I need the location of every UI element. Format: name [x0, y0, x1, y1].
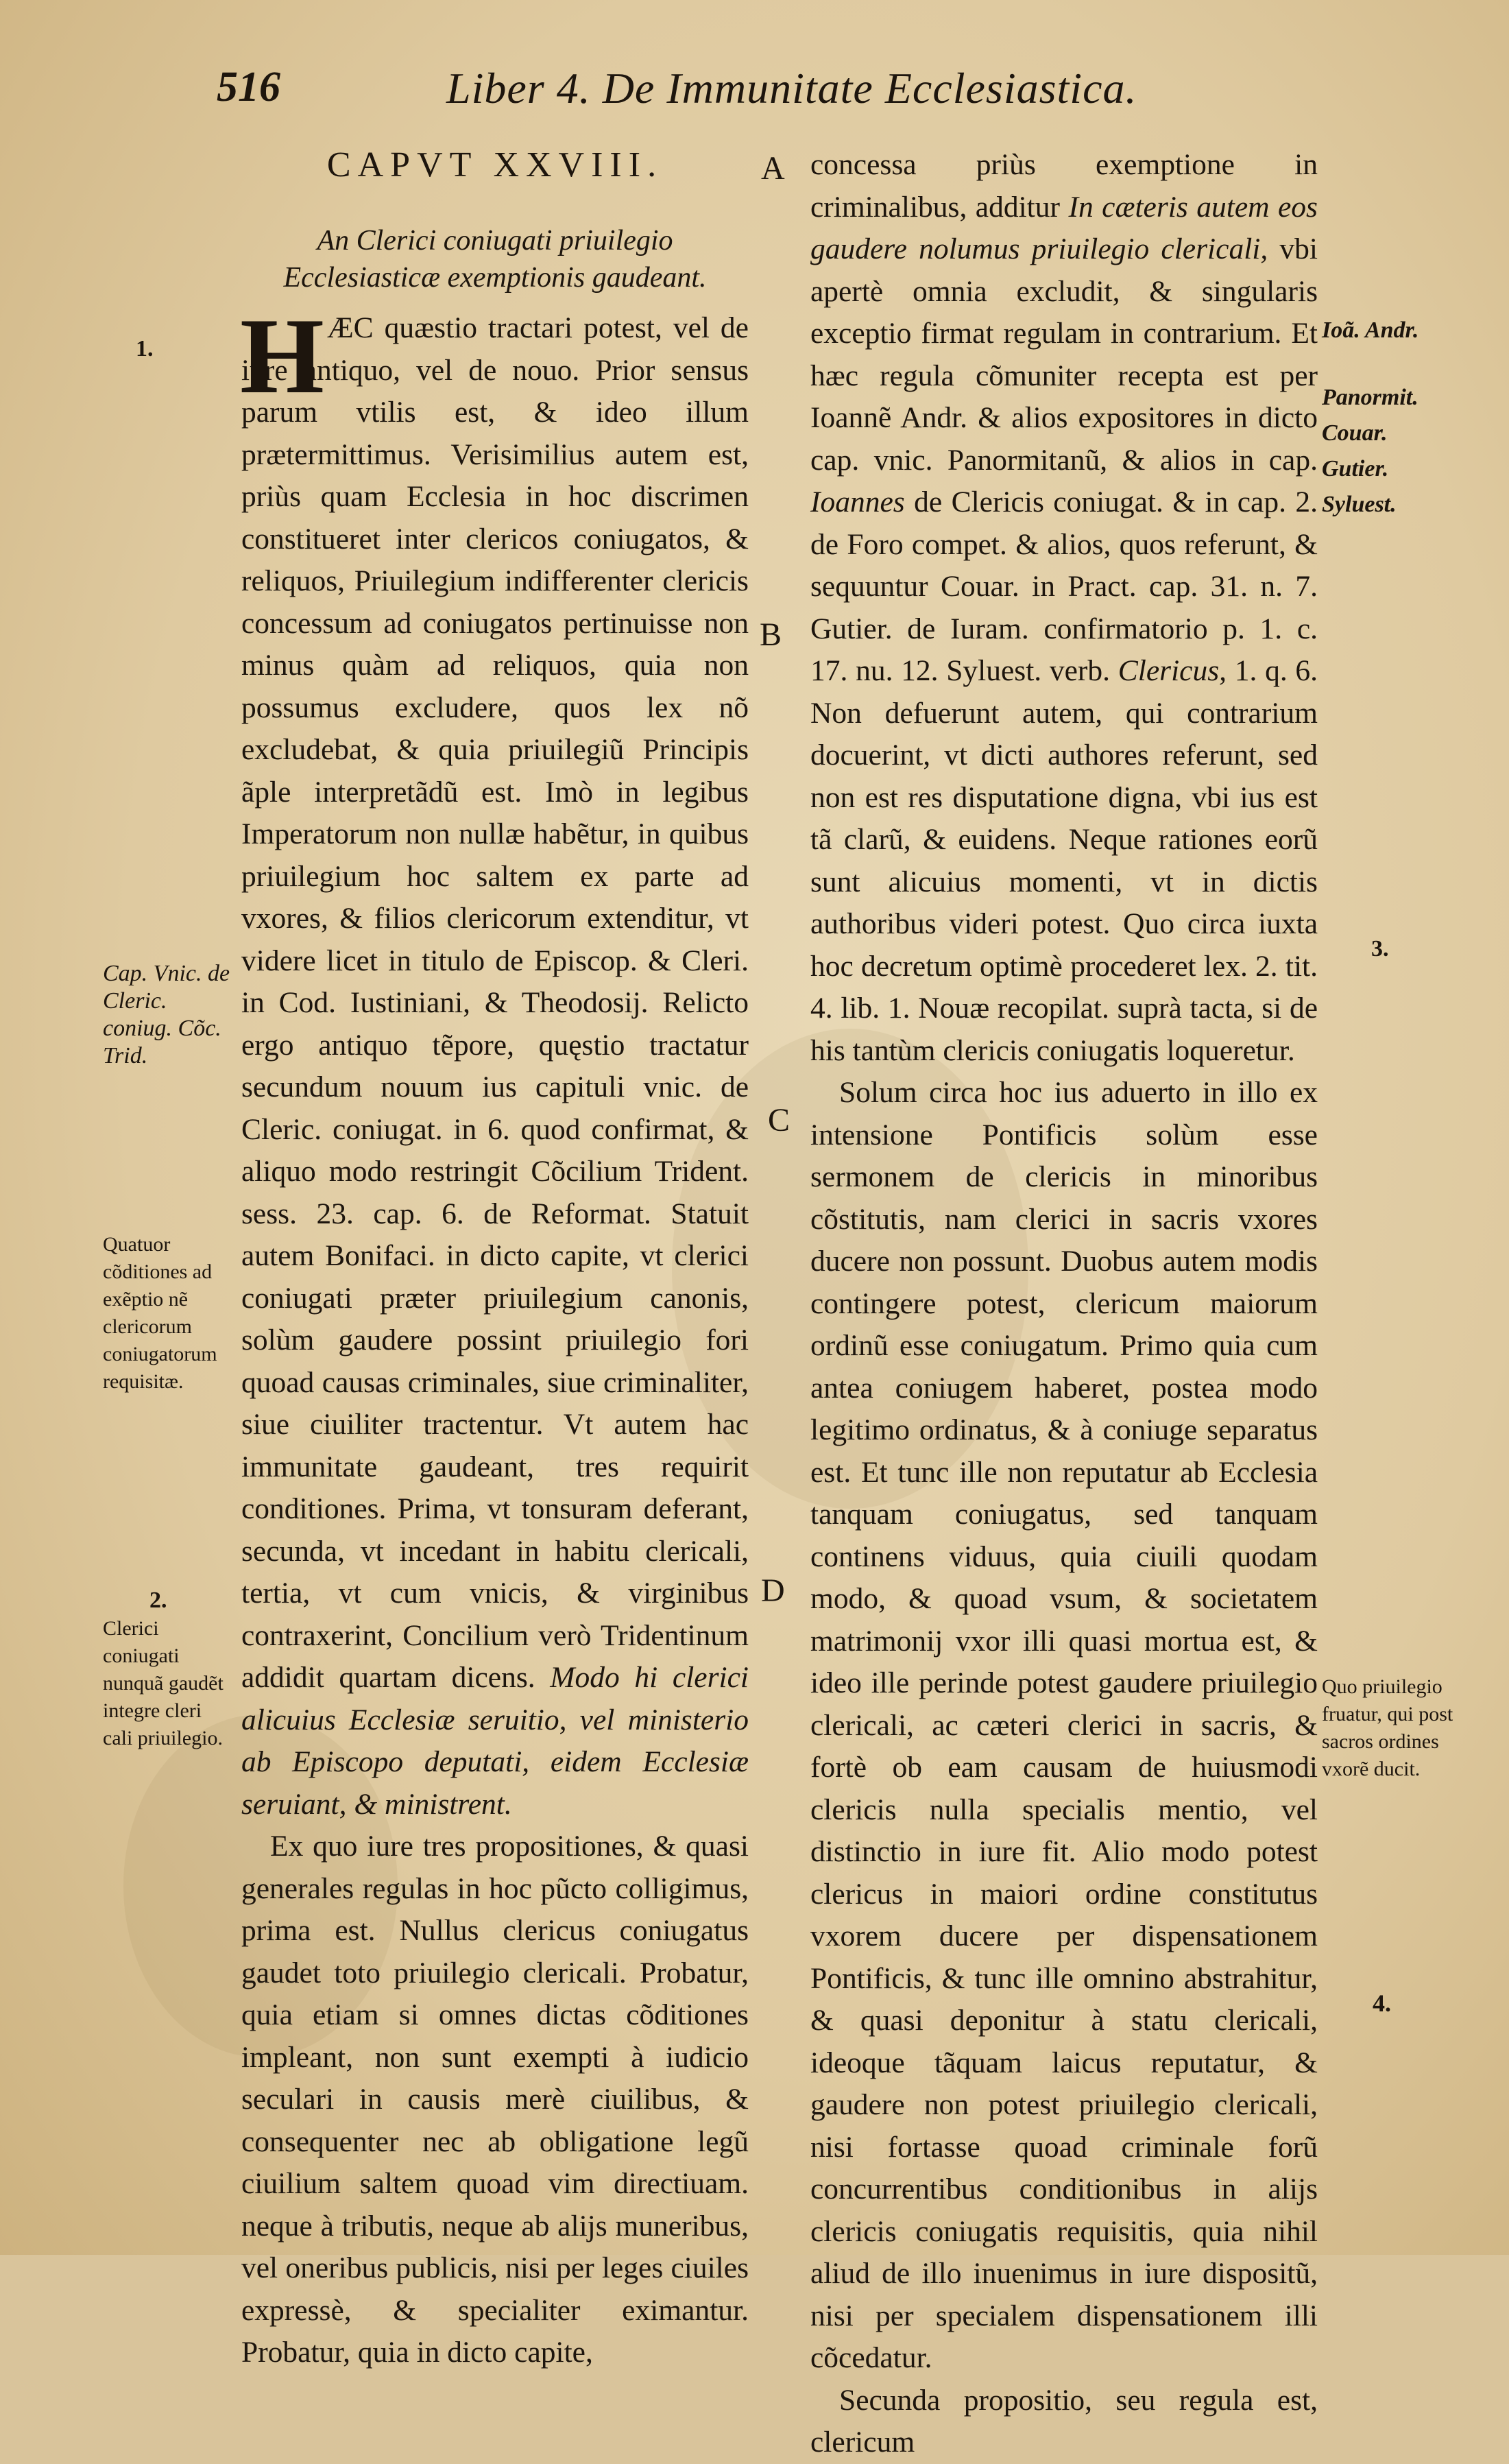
- section-letter-d: D: [761, 1572, 785, 1609]
- reference: Clericus,: [1118, 654, 1227, 687]
- chapter-title: An Clerici coniugati priuilegio Ecclesiasticæ exemptionis gaudeant.: [283, 225, 707, 294]
- page-number: 516: [217, 64, 280, 110]
- margin-note-clerici: Clerici coniugati nunquã gaudẽt integre cleri cali priuilegio.: [103, 1617, 224, 1749]
- quotation: In cæteris autem eos gaudere nolumus priuilegio clericali,: [810, 190, 1318, 265]
- drop-cap: H: [240, 296, 324, 416]
- margin-number: 4.: [1373, 1989, 1391, 2017]
- running-head: [217, 63, 1176, 125]
- margin-ref: Couar.: [1322, 420, 1388, 446]
- margin-note-priuilegio: Quo priuilegio fruatur, qui post sacros ordines vxorẽ ducit.: [1322, 1675, 1453, 1780]
- paragraph-text: 1. q. 6. Non defuerunt autem, qui contrarium docuerint, vt dicti authores referunt, sed non est res disputatione digna, vbi ius est tã clarũ, & euidens. Neque rationes eorũ sunt alicuius momenti, vt in dictis authoribus videri potest. Quo circa iuxta hoc decretum optimè procederet lex. 2. tit. 4. lib. 1. Nouæ recopilat. suprà tacta, si de his tantùm clericis coniugatis loqueretur.: [810, 654, 1318, 1067]
- section-letter-b: B: [760, 617, 782, 653]
- paragraph-text: vbi apertè omnia excludit, & singularis exceptio firmat regulam in contrarium. Et hæc regula cõmuniter recepta est per Ioannẽ Andr. & alios expositores in dicto cap. vnic. Panormitanũ, & alios in cap.: [810, 232, 1318, 477]
- paragraph: [810, 144, 1318, 1072]
- left-column: [241, 144, 749, 2374]
- paragraph: Ex quo iure tres propositiones, & quasi generales regulas in hoc pũcto colligimus, prima est. Nullus clericus coniugatus gaudet toto priuilegio clericali. Probatur, quia etiam si omnes dictas cõditiones impleant, non sunt exempti à iudicio seculari in causis merè ciuilibus, & consequenter nec ab obligatione legũ ciuilium saltem quoad vim directiuam. neque à tributis, neque ab alijs muneribus, vel oneribus publicis, nisi per leges ciuiles expressè, & specialiter eximantur. Probatur, quia in dicto capite,: [241, 1830, 749, 2369]
- right-column: [810, 144, 1318, 2464]
- margin-ref: Gutier.: [1322, 456, 1389, 481]
- margin-ref: Syluest.: [1322, 492, 1397, 517]
- reference: Ioannes: [810, 486, 905, 518]
- section-letter-a: A: [761, 150, 785, 187]
- margin-ref: Ioã. Andr.: [1322, 318, 1419, 343]
- quotation: Modo hi clerici alicuius Ecclesiæ seruitio, vel ministerio ab Episcopo deputati, eidem Ecclesiæ seruiant, & ministrent.: [241, 1661, 749, 1821]
- paragraph: Solum circa hoc ius aduerto in illo ex intensione Pontificis solùm esse sermonem de clericis in minoribus cõstitutis, nam clerici in sacris vxores ducere non possunt. Duobus autem modis contingere potest, clericum maiorum ordinũ esse coniugatum. Primo quia cum antea coniugem haberet, postea modo legitimo ordinatus, & à coniuge separatus est. Et tunc ille non reputatur ab Ecclesia tanquam coniugatus, sed tanquam continens viduus, quia ciuili quodam modo, & quoad vsum, & societatem matrimonij vxor illi quasi mortua est, & ideo ille perinde potest gaudere priuilegio clericali, ac cæteri clerici in sacris, & fortè ob eam causam de huiusmodi clericis nulla specialis mentio, vel distinctio in iure fit. Alio modo potest clericus in maiori ordine constitutus vxorem ducere per dispensationem Pontificis, & tunc ille omnino abstrahitur, & quasi deponitur à statu clericali, ideoque tãquam laicus reputatur, & gaudere non potest priuilegio clericali, nisi fortasse quoad criminale forũ concurrentibus conditionibus in alijs clericis coniugatis requisitis, quia nihil aliud de illo inuenimus in iure dispositũ, nisi per specialem dispensationem illi cõcedatur.: [810, 1076, 1318, 2374]
- margin-ref: Panormit.: [1322, 385, 1419, 410]
- paragraph: Secunda propositio, seu regula est, clericum: [810, 2383, 1318, 2459]
- paragraph-text: concessa priùs exemptione in criminalibus, additur: [810, 148, 1318, 224]
- section-letter-c: C: [768, 1102, 790, 1138]
- margin-note-conditions: Quatuor cõditiones ad exẽptio nẽ clericorum coniugatorum requisitæ.: [103, 1233, 217, 1393]
- paragraph-text: ÆC quæstio tractari potest, vel de iure antiquo, vel de nouo. Prior sensus parum vtilis est, & ideo illum prætermittimus. Verisimilius autem est, priùs quam Ecclesia in hoc discrimen constitueret inter clericos coniugatos, & reliquos, Priuilegium indifferenter clericis concessum ad coniugatos pertinuisse non minus quàm ad reliquos, quia non possumus excludere, quos lex nõ excludebat, & quia priuilegiũ Principis ãple interpretãdũ est. Imò in legibus Imperatorum non nullæ habẽtur, in quibus priuilegium hoc saltem ex parte ad vxores, & filios clericorum extenditur, vt videre licet in titulo de Episcop. & Cleri. in Cod. Iustiniani, & Theodosij. Relicto ergo antiquo tẽpore, quęstio tractatur secundum nouum ius capituli vnic. de Cleric. coniugat. in 6. quod confirmat, & aliquo modo restringit Cõcilium Trident. sess. 23. cap. 6. de Reformat. Statuit autem Bonifaci. in dicto capite, vt clerici coniugati præter priuilegium canonis, solùm gaudere possint priuilegio fori quoad causas criminales, siue criminaliter, siue ciuiliter tractentur. Vt autem hac immunitate gaudeant, tres requirit conditiones. Prima, vt tonsuram deferant, secunda, vt incedant in habitu clericali, tertia, vt cum vnicis, & virginibus contraxerint, Concilium verò Tridentinum addidit quartam dicens.: [241, 311, 749, 1694]
- chapter-heading: CAPVT XXVIII.: [326, 145, 664, 184]
- margin-number: 3.: [1371, 936, 1389, 961]
- paragraph-text: de Clericis coniugat. & in cap. 2. de Foro compet. & alios, quos referunt, & sequuntur Couar. in Pract. cap. 31. n. 7. Gutier. de Iuram. confirmatorio p. 1. c. 17. nu. 12. Syluest. verb.: [810, 486, 1318, 687]
- margin-number: 2.: [149, 1588, 167, 1613]
- paragraph: [240, 296, 749, 1826]
- margin-note-citation: Cap. Vnic. de Cleric. coniug. Cõc. Trid.: [103, 961, 230, 1068]
- margin-number: 1.: [136, 336, 154, 361]
- book-title: Liber 4. De Immunitate Ecclesiastica.: [446, 64, 1137, 112]
